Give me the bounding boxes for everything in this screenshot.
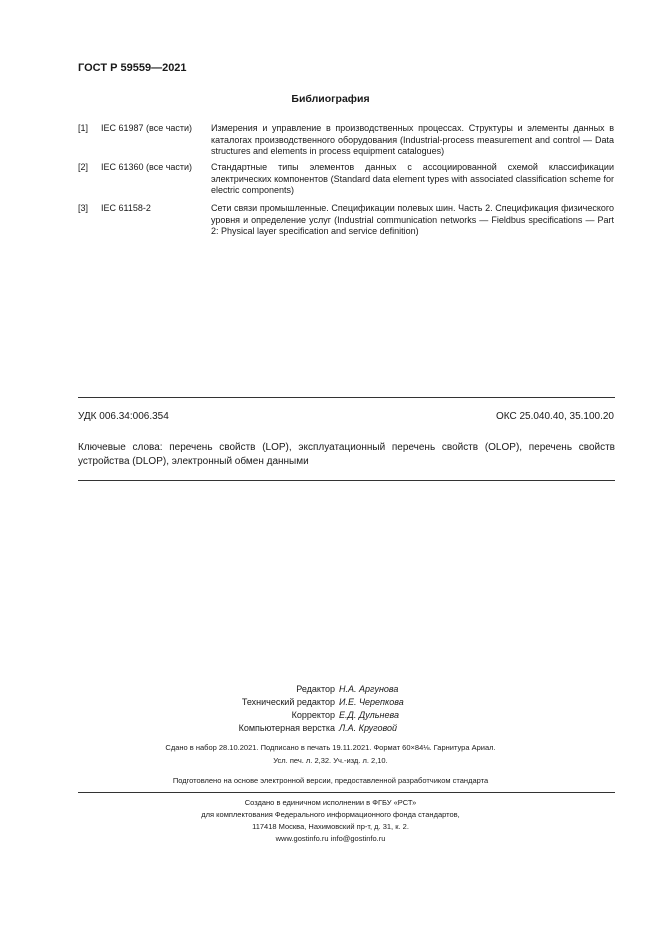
- entry-text: Сети связи промышленные. Спецификации полевых шин. Часть 2. Спецификация физического уровня и определение услуг (Industrial communication networks — Fieldbus specifications — Part 2: Physical layer specification and service definition): [211, 203, 614, 237]
- divider: [78, 480, 615, 481]
- entry-number: [3]: [78, 203, 89, 213]
- entry-number: [1]: [78, 123, 89, 133]
- entry-number: [2]: [78, 162, 89, 172]
- staff-row: [0, 683, 661, 696]
- footer-divider: [78, 792, 615, 793]
- staff-row: [0, 722, 661, 735]
- entry-code: IEC 61158-2: [101, 203, 151, 213]
- staff-role: Компьютерная верстка: [238, 723, 335, 733]
- bibliography-entry: [78, 162, 614, 197]
- entry-text: Стандартные типы элементов данных с ассоциированной схемой классификации электрических компонентов (Standard data element types with associated classification scheme for electric components): [211, 162, 614, 196]
- footer-address: 117418 Москва, Нахимовский пр-т, д. 31, к. 2.: [252, 822, 409, 831]
- udk-code: УДК 006.34:006.354: [78, 411, 169, 422]
- entry-text: Измерения и управление в производственных процессах. Структуры и элементы данных в каталогах производственного оборудования (Industrial-process measurement and control — Data structures and elements in process equipment catalogues): [211, 123, 614, 157]
- footer-links: www.gostinfo.ru info@gostinfo.ru: [275, 834, 386, 843]
- staff-role: Технический редактор: [241, 697, 335, 707]
- staff-row: [0, 696, 661, 709]
- print-details: Сдано в набор 28.10.2021. Подписано в печать 19.11.2021. Формат 60×84⅛. Гарнитура Ариал.: [165, 743, 496, 752]
- staff-role: Редактор: [296, 684, 335, 694]
- print-sheets: Усл. печ. л. 2,32. Уч.-изд. л. 2,10.: [273, 756, 388, 765]
- bibliography-entry: [78, 203, 614, 238]
- entry-code: IEC 61360 (все части): [101, 162, 193, 172]
- divider: [78, 397, 615, 398]
- entry-code: IEC 61987 (все части): [101, 123, 193, 133]
- oks-code: ОКС 25.040.40, 35.100.20: [495, 411, 614, 422]
- footer-line: Создано в единичном исполнении в ФГБУ «РСТ»: [244, 798, 417, 807]
- bibliography-entry: [78, 123, 614, 158]
- staff-name: И.Е. Черепкова: [339, 697, 404, 707]
- standard-number: ГОСТ Р 59559—2021: [78, 62, 187, 74]
- print-note: Подготовлено на основе электронной версии, предоставленной разработчиком стандарта: [172, 776, 489, 785]
- footer-line: для комплектования Федерального информационного фонда стандартов,: [201, 810, 460, 819]
- staff-name: Л.А. Круговой: [339, 723, 398, 733]
- staff-row: [0, 709, 661, 722]
- staff-list: [0, 683, 661, 735]
- staff-name: Е.Д. Дульнева: [339, 710, 399, 720]
- staff-role: Корректор: [291, 710, 335, 720]
- bibliography-heading: Библиография: [291, 93, 370, 105]
- keywords: Ключевые слова: перечень свойств (LOP), эксплуатационный перечень свойств (OLOP), перечень свойств устройства (DLOP), электронный обмен данными: [78, 442, 615, 467]
- staff-name: Н.А. Аргунова: [339, 684, 399, 694]
